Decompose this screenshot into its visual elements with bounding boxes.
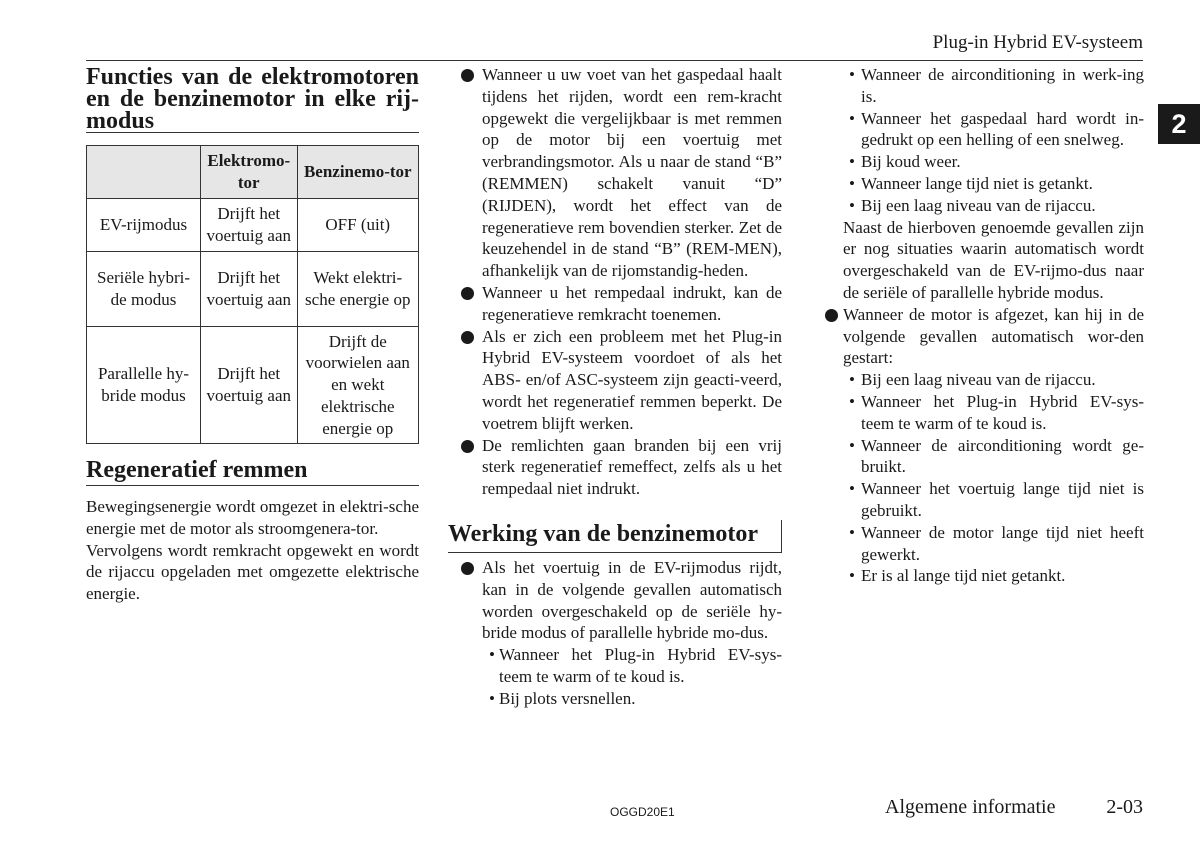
sub-bullet-text: Wanneer het gaspedaal hard wordt in-gedrukt op een helling of een snelweg. [861,108,1144,150]
sub-bullet-icon: • [849,435,855,455]
table-header-cell: Elektromo-tor [201,146,298,199]
table-header-row [87,146,419,199]
sub-bullet-text: Bij een laag niveau van de rijaccu. [861,370,1096,390]
bullet-dot-icon [461,562,474,575]
table-cell: Drijft het voertuig aan [201,327,298,444]
column-left [86,64,419,605]
bullet-dot-icon [461,440,474,453]
sub-bullet-icon: • [489,645,495,665]
header-rule [86,60,1143,61]
bullet-text: Wanneer u het rempedaal indrukt, kan de regeneratieve remkracht toenemen. [482,282,782,324]
table-cell: Parallelle hy-bride modus [87,327,201,444]
table-cell: OFF (uit) [297,199,418,252]
column-middle [448,64,782,710]
sub-bullet-text: Wanneer het Plug-in Hybrid EV-sys-teem te warm of te koud is. [861,391,1144,433]
table-row [87,327,419,444]
sub-bullet-item [844,173,1144,195]
bullet-dot-icon [825,309,838,322]
section-heading-regen: Regeneratief remmen [86,456,419,486]
bullet-item [826,304,1144,369]
sub-bullet-item [844,522,1144,566]
section-heading-functions: Functies van de elektromotoren en de benzinemotor in elke rij-modus [86,64,419,134]
sub-bullet-icon: • [849,479,855,499]
body-paragraph: Bewegingsenergie wordt omgezet in elektri-sche energie met de motor als stroomgenera-tor. [86,497,419,538]
sub-bullet-text: Wanneer de motor lange tijd niet heeft gewerkt. [861,522,1144,564]
bullet-text: De remlichten gaan branden bij een vrij sterk regeneratief remeffect, zelfs als u het rempedaal niet indrukt. [482,435,782,499]
table-cell: Seriële hybri-de modus [87,252,201,327]
sub-bullet-item [844,151,1144,173]
functions-table [86,145,419,444]
sub-bullet-icon: • [849,65,855,84]
table-header-cell: Benzinemo-tor [297,146,418,199]
sub-bullet-item [844,435,1144,479]
sub-bullet-text: Wanneer de airconditioning wordt ge-bruikt. [861,435,1144,477]
bullet-dot-icon [461,287,474,300]
sub-bullet-item [844,195,1144,217]
table-cell: EV-rijmodus [87,199,201,252]
column-right [826,64,1144,587]
sub-bullet-icon: • [849,522,855,542]
sub-bullet-item [844,391,1144,435]
table-cell: Wekt elektri-sche energie op [297,252,418,327]
table-cell: Drijft het voertuig aan [201,252,298,327]
bullet-dot-icon [461,69,474,82]
sub-bullet-icon: • [849,566,855,586]
bullet-item [448,557,782,644]
sub-bullet-item [844,64,1144,108]
sub-bullet-text: Wanneer het voertuig lange tijd niet is gebruikt. [861,479,1144,520]
bullet-text: Als het voertuig in de EV-rijmodus rijdt, kan in de volgende gevallen automatisch worden overgeschakeld op de seriële hy-bride modus of parallelle hybride mo-dus. [482,557,782,643]
sub-bullet-icon: • [849,195,855,215]
sub-bullet-text: Bij plots versnellen. [499,688,636,708]
sub-bullet-text: Bij een laag niveau van de rijaccu. [861,195,1096,215]
sub-bullet-text: Er is al lange tijd niet getankt. [861,566,1066,586]
table-row [87,199,419,252]
bullet-item [448,64,782,282]
page-number: 2-03 [1106,796,1143,818]
bullet-text: Wanneer de motor is afgezet, kan hij in de volgende gevallen automatisch wor-den gestart: [843,304,1144,368]
footer-code: OGGD20E1 [610,805,675,819]
bullet-text: Wanneer u uw voet van het gaspedaal haalt tijdens het rijden, wordt een rem-kracht opgewekt die vergelijkbaar is met remmen op de motor bij een voertuig met verbrandingsmotor. Als u naar de stand “B” (REMMEN) schakelt vanuit “D” (RIJDEN), wordt het effect van de regeneratieve rem bovendien sterker. Zet de keuzehendel in de stand “B” (REM-MEN), afhankelijk van de rijomstandig-heden. [482,65,782,281]
bullet-item [448,435,782,500]
table-header-cell [87,146,201,199]
table-row [87,252,419,327]
footer-section-title: Algemene informatie [885,796,1056,818]
sub-bullet-text: Bij koud weer. [861,152,961,172]
sub-bullet-item [844,565,1144,587]
sub-bullet-item [844,478,1144,522]
bullet-text: Als er zich een probleem met het Plug-in Hybrid EV-systeem voordoet of als het ABS- en/of ASC-systeem zijn geacti-veerd, wordt het regeneratief remmen beperkt. De voetrem blijft werken. [482,326,782,433]
bullet-dot-icon [461,331,474,344]
body-paragraph: Vervolgens wordt remkracht opgewekt en wordt de rijaccu opgeladen met omgezette elektrische energie. [86,540,419,604]
section-heading-engine: Werking van de benzinemotor [448,520,782,553]
bullet-item [448,326,782,435]
sub-bullet-icon: • [849,173,855,193]
sub-bullet-icon: • [849,152,855,172]
chapter-tab: 2 [1158,104,1200,144]
sub-bullet-item [844,369,1144,391]
table-cell: Drijft het voertuig aan [201,199,298,252]
sub-bullet-icon: • [849,108,855,128]
body-paragraph: Naast de hierboven genoemde gevallen zijn er nog situaties waarin automatisch wordt overgeschakeld van de EV-rijmo-dus naar de seriële of parallelle hybride modus. [843,217,1144,302]
sub-bullet-item [484,688,782,710]
sub-bullet-icon: • [489,688,495,708]
page-header-title: Plug-in Hybrid EV-systeem [932,32,1143,53]
sub-bullet-item [484,644,782,688]
bullet-item [448,282,782,326]
sub-bullet-icon: • [849,391,855,411]
sub-bullet-text: Wanneer het Plug-in Hybrid EV-sys-teem te warm of te koud is. [499,645,782,686]
sub-bullet-item [844,108,1144,152]
sub-bullet-icon: • [849,370,855,390]
sub-bullet-text: Wanneer de airconditioning in werk-ing is. [861,65,1144,106]
sub-bullet-text: Wanneer lange tijd niet is getankt. [861,173,1093,193]
table-cell: Drijft de voorwielen aan en wekt elektrische energie op [297,327,418,444]
